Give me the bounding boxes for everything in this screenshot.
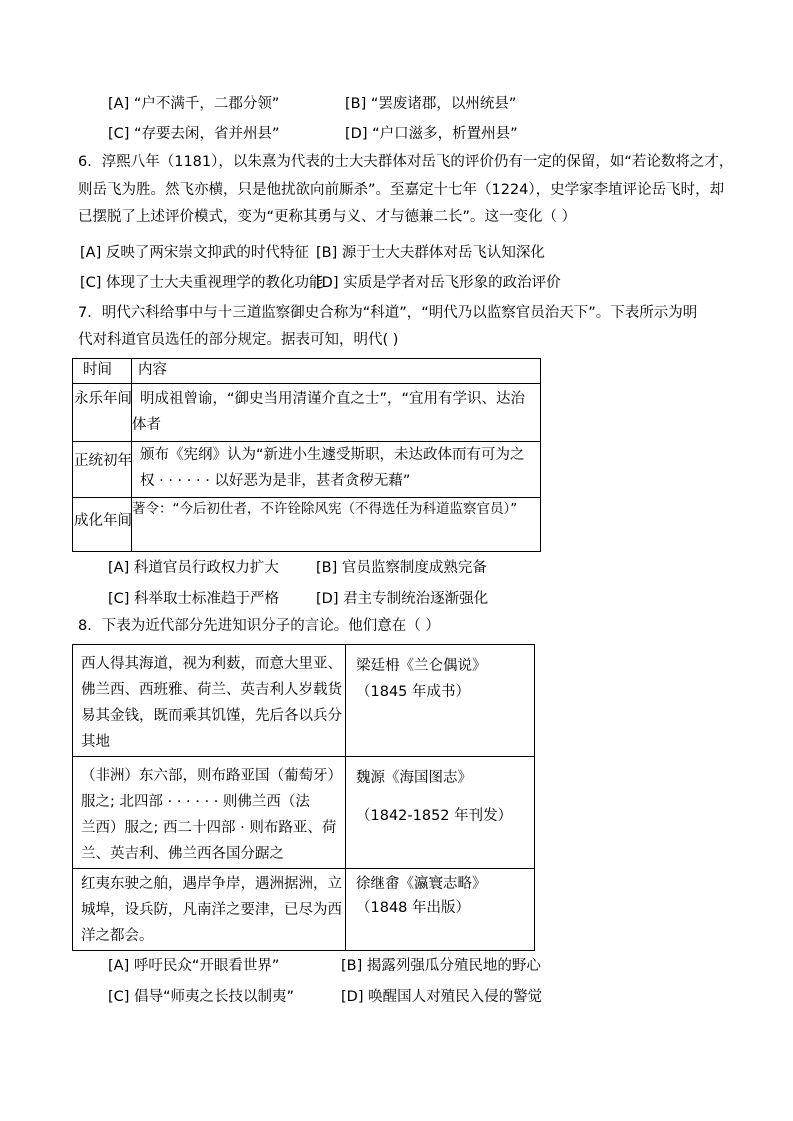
q6-option-b: [B] 源于士大夫群体对岳飞认知深化 [316,245,545,261]
q7-table-header-row [73,359,541,384]
q7-row3-content-line-1: 著令：“今后初仕者，不许铨除风宪（不得选任为科道监察官员）” [132,501,518,517]
table-row [73,869,535,951]
q6-stem-line-3: 已摆脱了上述评价模式，变为“更称其勇与义、才与德兼二长”。这一变化（ ） [78,209,577,225]
q8-row3-date: （1848 年出版） [356,900,471,916]
q7-row1-content-line-1: 明成祖曾谕，“御史当用清谨介直之士”，“宜用有学识、达治 [140,391,526,407]
q5-option-a: [A] “户不满千，二郡分领” [108,96,280,112]
q8-option-d: [D] 唤醒国人对殖民入侵的警觉 [341,989,543,1005]
table-row [73,442,541,498]
q8-row1-date: （1845 年成书） [356,684,471,700]
q6-option-c: [C] 体现了士大夫重视理学的教化功能 [80,275,324,291]
table-row [73,384,541,442]
q5-option-c: [C] “存要去闲，省并州县” [108,126,280,142]
q8-option-a: [A] 呼吁民众“开眼看世界” [108,958,280,974]
q7-row2-content-line-2: 权 · · · · · · 以好恶为是非，甚者贪秽无藉” [140,473,411,489]
q7-row1-content-line-2: 体者 [132,417,161,433]
q8-row1-quote-line-2: 佛兰西、西班雅、荷兰、英吉利人岁载货 [81,682,342,698]
q8-stem: 8．下表为近代部分先进知识分子的言论。他们意在（ ） [78,618,440,634]
q8-row2-date: （1842-1852 年刊发） [356,808,513,824]
q8-option-b: [B] 揭露列强瓜分殖民地的野心 [341,958,541,974]
q7-row3-time: 成化年间 [74,513,132,529]
q8-row3-quote-line-1: 红夷东驶之舶，遇岸争岸，遇洲据洲，立 [81,876,342,892]
q7-stem-line-2: 代对科道官员选任的部分规定。据表可知，明代( ) [78,332,399,348]
table-row [73,498,541,552]
table-row [73,645,535,757]
q8-row3-quote-line-3: 洋之都会。 [81,928,154,944]
q7-option-d: [D] 君主专制统治逐渐强化 [316,591,489,607]
q7-table [72,358,541,552]
q8-option-c: [C] 倡导“师夷之长技以制夷” [108,989,295,1005]
q8-row2-quote-line-3: 兰西）服之; 西二十四部 · 则布路亚、荷 [81,820,337,836]
q7-header-content: 内容 [138,362,167,378]
q8-row1-source: 梁廷枏《兰仑偶说》 [356,658,487,674]
q6-stem-line-1: 6．淳熙八年（1181），以朱熹为代表的士大夫群体对岳飞的评价仍有一定的保留，如“若论数将之才， [78,154,734,170]
q7-row2-time: 正统初年 [74,453,132,469]
q7-row2-content-line-1: 颁布《宪纲》认为“新进小生遽受斯职，未达政体而有可为之 [140,447,525,463]
q7-option-a: [A] 科道官员行政权力扩大 [108,560,279,576]
q8-row2-quote-line-1: （非洲）东六部，则布路亚国（葡萄牙） [81,768,342,784]
q8-row2-quote-line-4: 兰、英吉利、佛兰西各国分踞之 [81,846,284,862]
q8-row1-quote-line-1: 西人得其海道，视为利薮，而意大里亚、 [81,656,342,672]
q7-header-time: 时间 [83,362,112,378]
q6-stem-line-2: 则岳飞为胜。然飞亦横，只是他扰欲向前厮杀”。至嘉定十七年（1224），史学家李埴评论岳飞时，却 [78,182,725,198]
q8-row3-quote-line-2: 城埠，设兵防，凡南洋之要津，已尽为西 [81,902,342,918]
q5-option-d: [D] “户口滋多，析置州县” [345,126,518,142]
q8-row1-quote-line-3: 易其金钱，既而乘其饥馑，先后各以兵分 [81,708,342,724]
q7-option-c: [C] 科举取士标准趋于严格 [108,591,280,607]
q5-option-b: [B] “罢废诸郡，以州统县” [345,96,517,112]
q8-table [72,644,535,951]
q8-row2-source: 魏源《海国图志》 [356,770,472,786]
q6-option-d: [D] 实质是学者对岳飞形象的政治评价 [316,275,561,291]
q7-row1-time: 永乐年间 [74,391,132,407]
q7-option-b: [B] 官员监察制度成熟完备 [316,560,487,576]
q6-option-a: [A] 反映了两宋崇文抑武的时代特征 [80,245,309,261]
q8-row3-source: 徐继畬《瀛寰志略》 [356,876,487,892]
q7-stem-line-1: 7．明代六科给事中与十三道监察御史合称为“科道”，“明代乃以监察官员治天下”。下表所示为明 [78,305,698,321]
q8-row2-quote-line-2: 服之; 北四部 · · · · · · 则佛兰西（法 [81,794,310,810]
q8-row1-quote-line-4: 其地 [81,734,110,750]
table-row [73,757,535,869]
